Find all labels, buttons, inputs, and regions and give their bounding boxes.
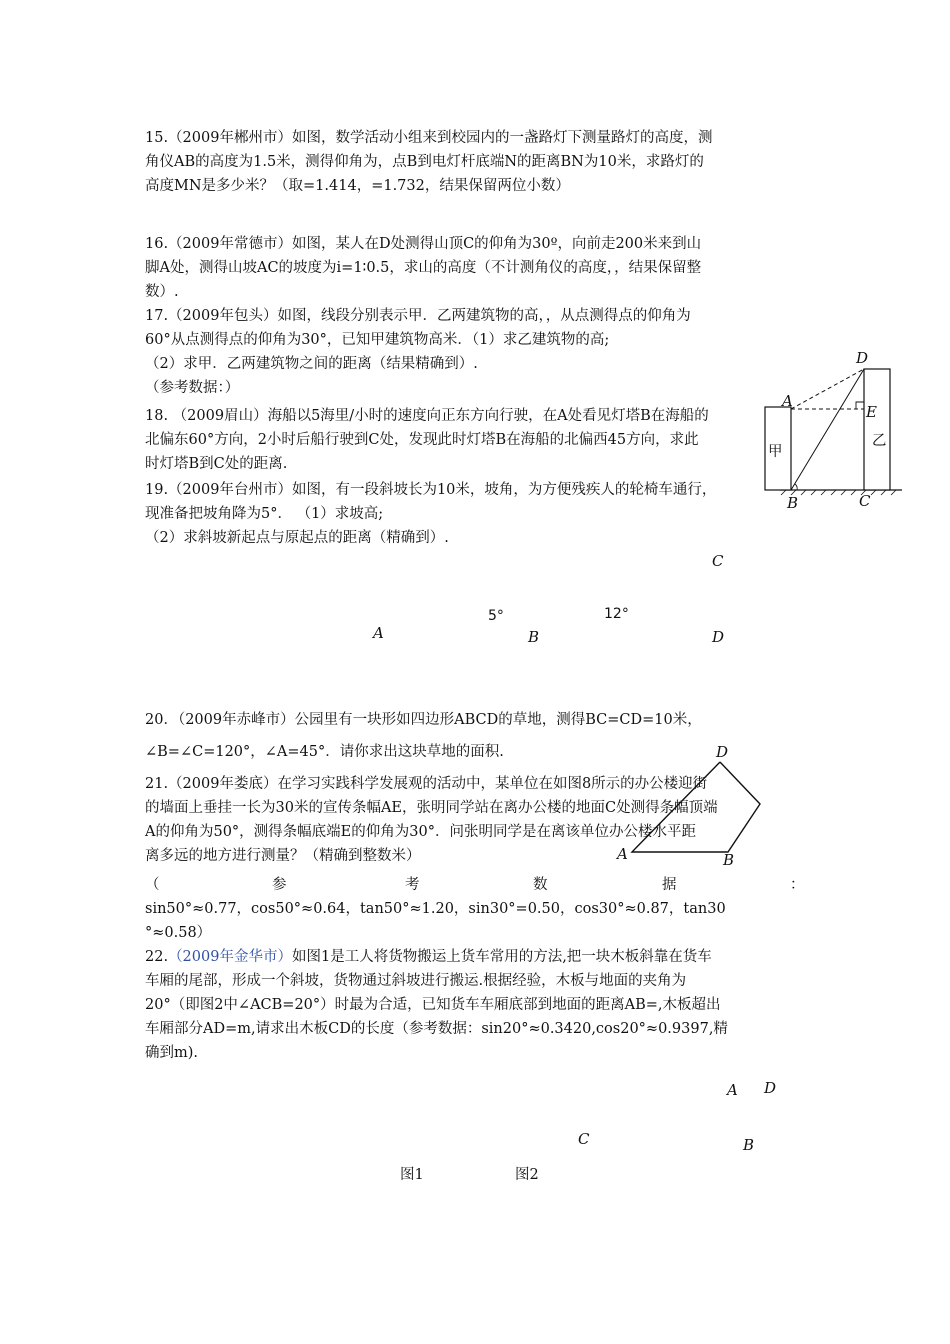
fig19-label-c: C xyxy=(712,552,724,570)
q22-line-4: 车厢部分AD=m,请求出木板CD的长度（参考数据：sin20°≈0.3420,cos20°≈0.9397,精 xyxy=(145,1021,728,1037)
fig17-label-e: E xyxy=(866,403,877,421)
q17-line-3: （2）求甲．乙两建筑物之间的距离（结果精确到）. xyxy=(145,356,478,372)
fig17-label-b: B xyxy=(787,494,799,512)
q21-ref-part-4: 数 xyxy=(533,877,548,893)
fig19-label-b: B xyxy=(528,628,540,646)
q15-line-3: 高度MN是多少米？（取=1.414，=1.732，结果保留两位小数） xyxy=(145,178,570,194)
q19-line-1: 19.（2009年台州市）如图，有一段斜坡长为10米，坡角，为方便残疾人的轮椅车通行， xyxy=(145,482,717,498)
q20-line-2: ∠B=∠C=120°，∠A=45°．请你求出这块草地的面积. xyxy=(145,744,504,760)
fig19-label-d: D xyxy=(712,628,725,646)
q16-line-3: 数）. xyxy=(145,284,179,300)
q15-line-2: 角仪AB的高度为1.5米，测得仰角为，点B到电灯杆底端N的距离BN为10米，求路灯的 xyxy=(145,154,704,170)
fig19-angle-5: 5° xyxy=(488,608,504,624)
q21-line-3: A的仰角为50°，测得条幅底端E的仰角为30°．问张明同学是在离该单位办公楼水平距 xyxy=(145,824,696,840)
fig17-label-c: C xyxy=(859,492,871,510)
fig22-label-d: D xyxy=(764,1079,777,1097)
q15-line-1: 15.（2009年郴州市）如图，数学活动小组来到校园内的一盏路灯下测量路灯的高度，测 xyxy=(145,130,713,146)
q21-line-2: 的墙面上垂挂一长为30米的宣传条幅AE，张明同学站在离办公楼的地面C处测得条幅顶端 xyxy=(145,800,718,816)
fig19-label-a: A xyxy=(373,624,384,642)
q16-line-2: 脚A处，测得山坡AC的坡度为i=1∶0.5，求山的高度（不计测角仪的高度，，结果保留整 xyxy=(145,260,702,276)
fig17-label-d: D xyxy=(856,349,869,367)
fig19-angle-12: 12° xyxy=(604,606,629,622)
q21-ref-part-5: 据 xyxy=(662,877,677,893)
fig22-label-c: C xyxy=(578,1130,590,1148)
fig20-label-a: A xyxy=(617,845,628,863)
q19-line-2: 现准备把坡角降为5°． （1）求坡高; xyxy=(145,506,384,522)
q22-line-2: 车厢的尾部，形成一个斜坡，货物通过斜坡进行搬运.根据经验，木板与地面的夹角为 xyxy=(145,973,687,989)
q18-line-3: 时灯塔B到C处的距离. xyxy=(145,456,288,472)
q22-source: （2009年金华市） xyxy=(168,949,292,965)
q20-line-1: 20．（2009年赤峰市）公园里有一块形如四边形ABCD的草地，测得BC=CD=10米， xyxy=(145,712,702,728)
fig22-caption-2: 图2 xyxy=(515,1167,539,1183)
q17-line-1: 17.（2009年包头）如图，线段分别表示甲．乙两建筑物的高，，从点测得点的仰角为 xyxy=(145,308,691,324)
fig17-label-a: A xyxy=(782,392,793,410)
q18-line-1: 18. （2009眉山）海船以5海里/小时的速度向正东方向行驶，在A处看见灯塔B在海船的 xyxy=(145,408,709,424)
q21-ref-part-3: 考 xyxy=(405,877,420,893)
fig22-caption-1: 图1 xyxy=(400,1167,424,1183)
q21-ref-part-6: ： xyxy=(790,877,805,893)
fig17-label-jia: 甲 xyxy=(768,444,783,460)
q22-number: 22. xyxy=(145,949,169,965)
q22-line-1-text: 如图1是工人将货物搬运上货车常用的方法,把一块木板斜靠在货车 xyxy=(291,949,712,965)
q17-line-4: （参考数据：） xyxy=(145,380,240,396)
fig22-label-a: A xyxy=(727,1081,738,1099)
q22-line-3: 20°（即图2中∠ACB=20°）时最为合适，已知货车车厢底部到地面的距离AB=,木板超出 xyxy=(145,997,721,1013)
fig20-label-b: B xyxy=(723,851,735,869)
q18-line-2: 北偏东60°方向，2小时后船行驶到C处，发现此时灯塔B在海船的北偏西45方向，求此 xyxy=(145,432,699,448)
fig17-label-yi: 乙 xyxy=(872,433,887,449)
q19-line-3: （2）求斜坡新起点与原起点的距离（精确到）. xyxy=(145,530,449,546)
q21-ref-part-2: 参 xyxy=(272,877,287,893)
q17-line-2: 60°从点测得点的仰角为30°，已知甲建筑物高米．（1）求乙建筑物的高; xyxy=(145,332,610,348)
q22-line-1 xyxy=(145,945,810,969)
fig20-label-d: D xyxy=(716,743,729,761)
q22-line-5: 确到m). xyxy=(145,1045,199,1061)
q21-ref-part-1: （ xyxy=(145,877,160,893)
q16-line-1: 16.（2009年常德市）如图，某人在D处测得山顶C的仰角为30º，向前走200米来到山 xyxy=(145,236,702,252)
q21-line-4: 离多远的地方进行测量？（精确到整数米） xyxy=(145,848,421,864)
q21-line-6: sin50°≈0.77，cos50°≈0.64，tan50°≈1.20，sin30°=0.50，cos30°≈0.87，tan30 xyxy=(145,901,726,917)
fig22-label-b: B xyxy=(743,1136,755,1154)
q21-line-7: °≈0.58） xyxy=(145,925,212,941)
q21-line-1: 21.（2009年娄底）在学习实践科学发展观的活动中，某单位在如图8所示的办公楼迎街 xyxy=(145,776,708,792)
